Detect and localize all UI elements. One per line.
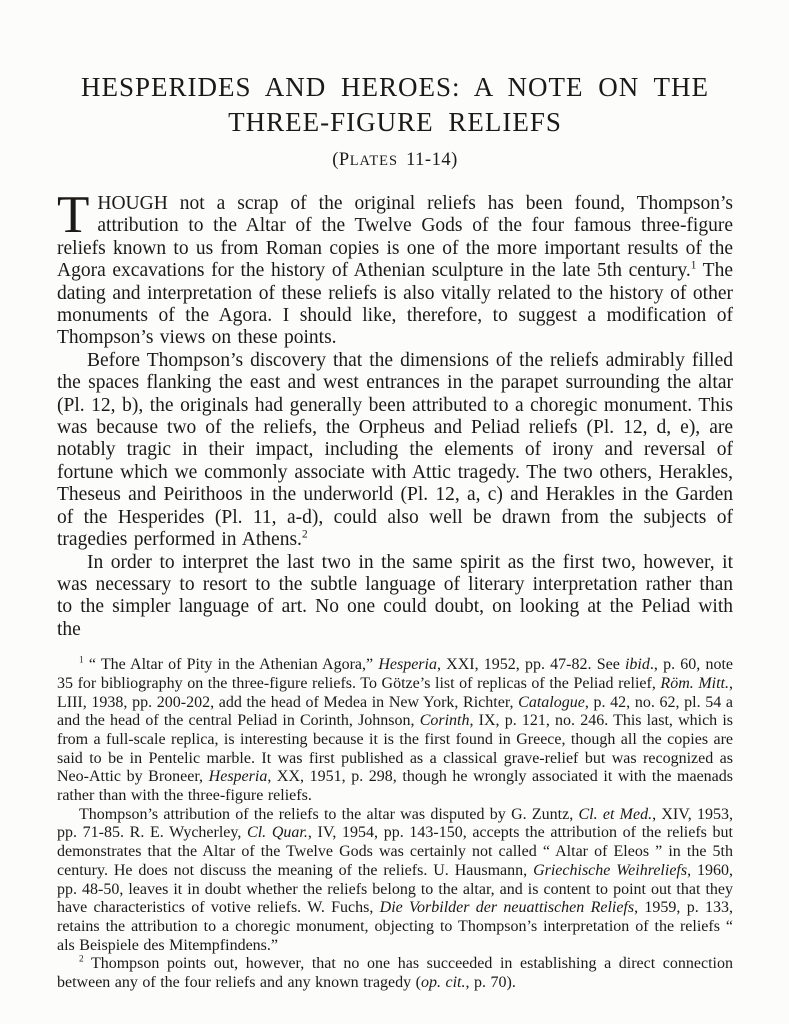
article-title-line-2: THREE-FIGURE RELIEFS	[228, 107, 562, 137]
paragraph-2: Before Thompson’s discovery that the dimensions of the reliefs admirably filled the spaces flanking the east and west entrances in the parapet surrounding the altar (Pl. 12, b), the originals had generally been attributed to a choregic monument. This was because two of the reliefs, the Orpheus and Peliad reliefs (Pl. 12, d, e), are notably tragic in their impact, including the elements of irony and reversal of fortune which we commonly associate with Attic tragedy. The two others, Herakles, Theseus and Peirithoos in the underworld (Pl. 12, a, c) and Herakles in the Garden of the Hesperides (Pl. 11, a-d), could also well be drawn from the subjects of tragedies performed in Athens.$^2$	[57, 349, 733, 551]
article-title	[57, 70, 733, 140]
dropcap-initial: T	[57, 186, 90, 244]
footnote-2: $^2$ Thompson points out, however, that no one has succeeded in establishing a direct connection between any of the four reliefs and any known tragedy (op. cit., p. 70).	[57, 955, 733, 992]
article-body	[57, 186, 734, 641]
paragraph-3: In order to interpret the last two in the same spirit as the first two, however, it was necessary to resort to the subtle language of literary interpretation rather than to the simpler language of art. No one could doubt, on looking at the Peliad with the	[57, 551, 733, 640]
footnote-1: $^1$ “ The Altar of Pity in the Athenian Agora,” Hesperia, XXI, 1952, pp. 47-82. See ibid., p. 60, note 35 for bibliography on the three-figure reliefs. To Götze’s list of replicas of the Peliad relief, Röm. Mitt., LIII, 1938, pp. 200-202, add the head of Medea in New York, Richter, Catalogue, p. 42, no. 62, pl. 54 a and the head of the central Peliad in Corinth, Johnson, Corinth, IX, p. 121, no. 246. This last, which is from a full-scale replica, is interesting because it is the first found in Greece, though all the copies are said to be in Pentelic marble. It was first published as a classical grave-relief but was recognized as Neo-Attic by Broneer, Hesperia, XX, 1951, p. 298, though he wrongly associated it with the maenads rather than with the three-figure reliefs.	[57, 655, 734, 805]
article-title-line-1: HESPERIDES AND HEROES: A NOTE ON THE	[80, 72, 710, 102]
paragraph-1	[57, 186, 734, 350]
footnotes-section	[57, 656, 733, 993]
plates-note: (PLATES 11-14)	[332, 150, 458, 170]
footnote-1-continued: Thompson’s attribution of the reliefs to the altar was disputed by G. Zuntz, Cl. et Med., XIV, 1953, pp. 71-85. R. E. Wycherley, Cl. Quar., IV, 1954, pp. 143-150, accepts the attribution of the reliefs but demonstrates that the Altar of the Twelve Gods was certainly not called “ Altar of Eleos ” in the 5th century. He does not discuss the meaning of the reliefs. U. Hausmann, Griechische Weihreliefs, 1960, pp. 48-50, leaves it in doubt whether the reliefs belong to the altar, and is content to point out that they have characteristics of votive reliefs. W. Fuchs, Die Vorbilder der neuattischen Reliefs, 1959, p. 133, retains the attribution to a choregic monument, objecting to Thompson’s interpretation of the reliefs “ als Beispiele des Mitempfindens.”	[57, 805, 734, 954]
paragraph-1-text: HOUGH not a scrap of the original reliefs has been found, Thompson’s attribution to the Altar of the Twelve Gods of the four famous three-figure reliefs known to us from Roman copies is one of the more important results of the Agora excavations for the history of Athenian sculpture in the late 5th century.$^1$ The dating and interpretation of these reliefs is also vitally related to the history of other monuments of the Agora. I should like, therefore, to suggest a modification of Thompson’s views on these points.	[57, 193, 734, 349]
